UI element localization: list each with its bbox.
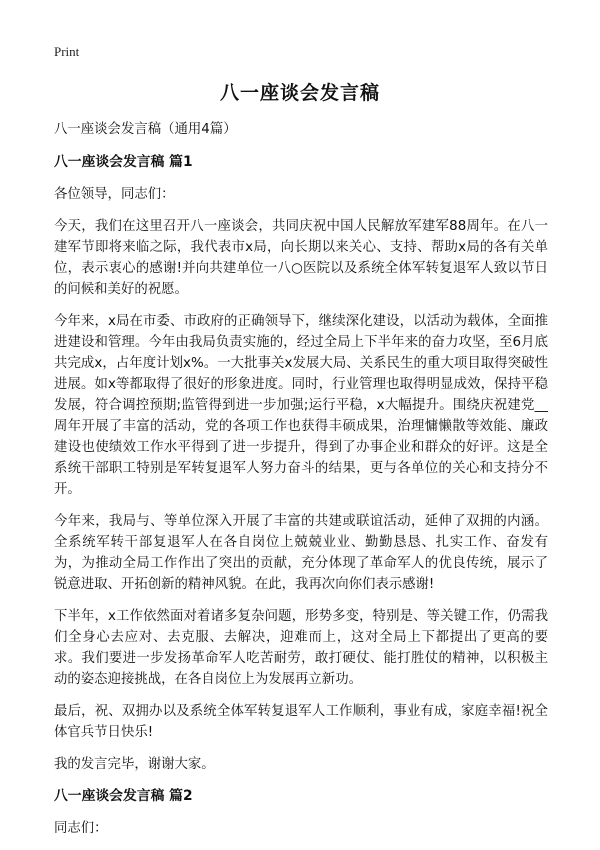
- page-title: 八一座谈会发言稿: [219, 82, 380, 104]
- paragraph: 今年来，x局在市委、市政府的正确领导下，继续深化建设，以活动为载体，全面推进建设和管理。今年由我局负责实施的，经过全局上下半年来的奋力攻坚，至6月底共完成x，占年度计划x%。一大批事关x发展大局、关系民生的重大项目取得突破性进展。如x等都取得了很好的形象进度。同时，行业管理也取得明显成效，保持平稳发展，符合调控预期;监管得到进一步加强;运行平稳，x大幅提升。围绕庆祝建党__周年开展了丰富的活动，党的各项工作也获得丰硕成果，治理慵懒散等效能、廉政建设也使绩效工作水平得到了进一步提升，得到了办事企业和群众的好评。这是全系统干部职工特别是军转复退军人努力奋斗的结果，更与各单位的关心和支持分不开。: [54, 314, 548, 497]
- paragraph: 各位领导，同志们：: [54, 187, 175, 202]
- section-heading: 八一座谈会发言稿 篇2: [54, 788, 193, 804]
- paragraph: 下半年，x工作依然面对着诸多复杂问题，形势多变，特别是、等关键工作，仍需我们全身心去应对、去克服、去解决，迎难而上，这对全局上下都提出了更高的要求。我们要进一步发扬革命军人吃苦耐劳，敢打硬仗、能打胜仗的精神，以积极主动的姿态迎接挑战，在各自岗位上为发展再立新功。: [54, 609, 548, 687]
- paragraph: 同志们：: [54, 821, 108, 836]
- document-body: [54, 119, 548, 850]
- paragraph: 今年来，我局与、等单位深入开展了丰富的共建或联谊活动，延伸了双拥的内涵。全系统军转干部复退军人在各自岗位上兢兢业业、勤勤恳恳、扎实工作、奋发有为，为推动全局工作作出了突出的贡献，充分体现了革命军人的优良传统，展示了锐意进取、开拓创新的精神风貌。在此，我再次向你们表示感谢!: [54, 514, 548, 592]
- print-link[interactable]: Print: [54, 44, 80, 59]
- paragraph: 今天，我们在这里召开八一座谈会，共同庆祝中国人民解放军建军88周年。在八一建军节即将来临之际，我代表市x局，向长期以来关心、支持、帮助x局的各有关单位，表示衷心的感谢!并向共建单位一八○医院以及系统全体军转复退军人致以节日的问候和美好的祝愿。: [54, 219, 548, 297]
- section-heading: 八一座谈会发言稿 篇1: [54, 154, 193, 170]
- paragraph: 最后，祝、双拥办以及系统全体军转复退军人工作顺利，事业有成，家庭幸福!祝全体官兵节日快乐!: [54, 704, 548, 740]
- document-subtitle: 八一座谈会发言稿（通用4篇）: [54, 122, 237, 137]
- paragraph: 我的发言完毕，谢谢大家。: [54, 757, 215, 772]
